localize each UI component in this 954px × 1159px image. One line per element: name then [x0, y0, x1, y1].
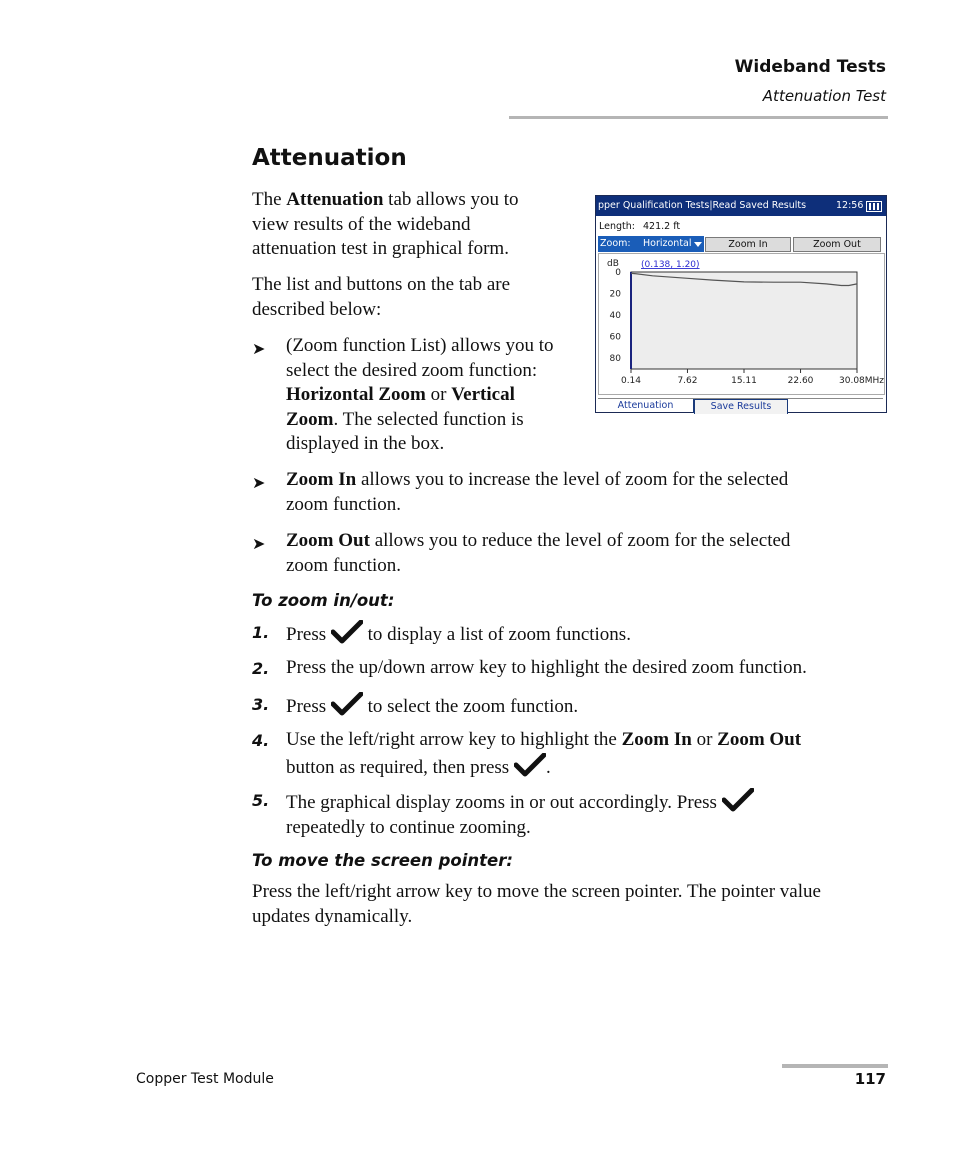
bullet-text: select the desired zoom function:: [286, 359, 538, 381]
y-tick-label: 40: [609, 311, 621, 322]
step-text: Use the left/right arrow key to highlight the: [286, 729, 622, 750]
checkmark-icon: [722, 788, 754, 812]
bullet-text: or: [425, 384, 452, 405]
bullet-text: . The selected function is: [333, 408, 524, 430]
checkmark-icon: [514, 753, 546, 777]
device-screenshot: [595, 195, 887, 413]
pointer-text: updates dynamically.: [252, 905, 413, 927]
running-header-subtitle: Attenuation Test: [762, 87, 886, 105]
step-4: [286, 728, 886, 780]
bullet-zoom-out: [286, 529, 886, 578]
length-row: [599, 221, 681, 232]
list-intro-text: described below:: [252, 298, 382, 320]
bullet-zoom-list: [286, 334, 586, 457]
intro-text: The: [252, 189, 287, 210]
intro-text: attenuation test in graphical form.: [252, 238, 509, 259]
checkmark-icon: [331, 620, 363, 644]
y-tick-label: 0: [615, 268, 621, 278]
bullet-bold: Vertical: [451, 384, 515, 405]
step-text: button as required, then press: [286, 756, 514, 778]
step-text: .: [545, 756, 551, 778]
length-label: Length:: [599, 221, 635, 232]
bullet-text: allows you to increase the level of zoom for the selected: [356, 469, 789, 490]
y-axis-label: dB: [607, 259, 619, 269]
list-intro-text: The list and buttons on the tab are: [252, 274, 511, 295]
y-tick-label: 80: [609, 354, 621, 365]
checkmark-icon: [331, 692, 363, 716]
step-text: repeatedly to continue zooming.: [286, 816, 531, 838]
bullet-bold: Zoom In: [286, 469, 357, 490]
bullet-arrow-icon: ➤: [252, 341, 266, 358]
attenuation-chart: [599, 254, 884, 394]
intro-text: view results of the wideband: [252, 213, 471, 235]
step-text: to display a list of zoom functions.: [362, 624, 631, 645]
x-tick-label: 30.08MHz: [839, 376, 884, 386]
bullet-text: zoom function.: [286, 554, 402, 576]
plot-area: [631, 272, 857, 369]
step-bold: Zoom Out: [717, 729, 802, 750]
x-tick-label: 22.60: [787, 376, 814, 386]
tab-save-results[interactable]: Save Results: [694, 399, 788, 414]
step-2: Press the up/down arrow key to highlight the desired zoom function.: [286, 657, 807, 678]
list-intro-paragraph: [252, 273, 582, 322]
dropdown-arrow-icon: [694, 242, 702, 247]
x-tick-label: 7.62: [677, 376, 698, 386]
bullet-bold: Zoom: [286, 408, 334, 430]
step-number: 4.: [252, 731, 270, 750]
bullet-text: zoom function.: [286, 493, 402, 515]
step-text: or: [691, 729, 718, 750]
pointer-text: Press the left/right arrow key to move the screen pointer. The pointer value: [252, 881, 821, 902]
bullet-text: displayed in the box.: [286, 433, 445, 454]
step-number: 1.: [252, 623, 270, 642]
footer-rule: [782, 1064, 888, 1068]
device-tab-bar: [598, 398, 883, 413]
running-header-title: Wideband Tests: [734, 57, 886, 77]
attenuation-plot: [598, 253, 885, 395]
zoom-label: Zoom:: [600, 238, 631, 249]
bullet-bold: Zoom Out: [286, 530, 370, 551]
x-tick-label: 0.14: [620, 376, 642, 386]
step-number: 3.: [252, 695, 270, 714]
device-title: pper Qualification Tests|Read Saved Results: [598, 200, 807, 211]
step-text: Press: [286, 696, 331, 717]
bullet-arrow-icon: ➤: [252, 536, 266, 553]
zoom-function-list[interactable]: [598, 236, 704, 252]
procedure-title-pointer: To move the screen pointer:: [252, 851, 513, 870]
y-tick-label: 60: [609, 332, 621, 343]
page-number: 117: [854, 1070, 886, 1088]
zoom-in-button[interactable]: Zoom In: [705, 237, 791, 252]
step-text: The graphical display zooms in or out accordingly. Press: [286, 792, 722, 813]
step-number: 5.: [252, 791, 270, 810]
procedure-title-zoom: To zoom in/out:: [252, 591, 395, 610]
tab-attenuation[interactable]: Attenuation: [598, 399, 694, 413]
step-bold: Zoom In: [621, 729, 692, 750]
bullet-zoom-in: [286, 468, 886, 517]
intro-bold: Attenuation: [286, 189, 384, 210]
pointer-paragraph: [252, 880, 892, 929]
step-text: to select the zoom function.: [362, 696, 579, 717]
step-5: [286, 788, 886, 840]
step-text: Press: [286, 624, 331, 645]
header-rule: [509, 116, 888, 119]
intro-paragraph: [252, 188, 582, 262]
device-title-bar: [596, 196, 886, 216]
bullet-text: allows you to reduce the level of zoom for the selected: [369, 530, 791, 551]
section-title: Attenuation: [252, 145, 407, 171]
bullet-text: (Zoom function List) allows you to: [286, 335, 554, 356]
battery-icon: [866, 201, 882, 212]
step-1: [286, 620, 631, 648]
device-clock: 12:56: [836, 200, 864, 211]
length-value: 421.2 ft: [643, 221, 681, 232]
cursor-value-label: (0.138, 1.20): [641, 260, 700, 270]
footer-module-name: Copper Test Module: [136, 1071, 274, 1087]
intro-text: tab allows you to: [383, 189, 519, 210]
bullet-arrow-icon: ➤: [252, 475, 266, 492]
x-tick-label: 15.11: [731, 376, 757, 386]
zoom-out-button[interactable]: Zoom Out: [793, 237, 881, 252]
bullet-bold: Horizontal Zoom: [286, 384, 426, 405]
step-3: [286, 692, 578, 720]
step-number: 2.: [252, 659, 270, 678]
zoom-value: Horizontal: [643, 238, 692, 249]
y-tick-label: 20: [609, 289, 621, 300]
